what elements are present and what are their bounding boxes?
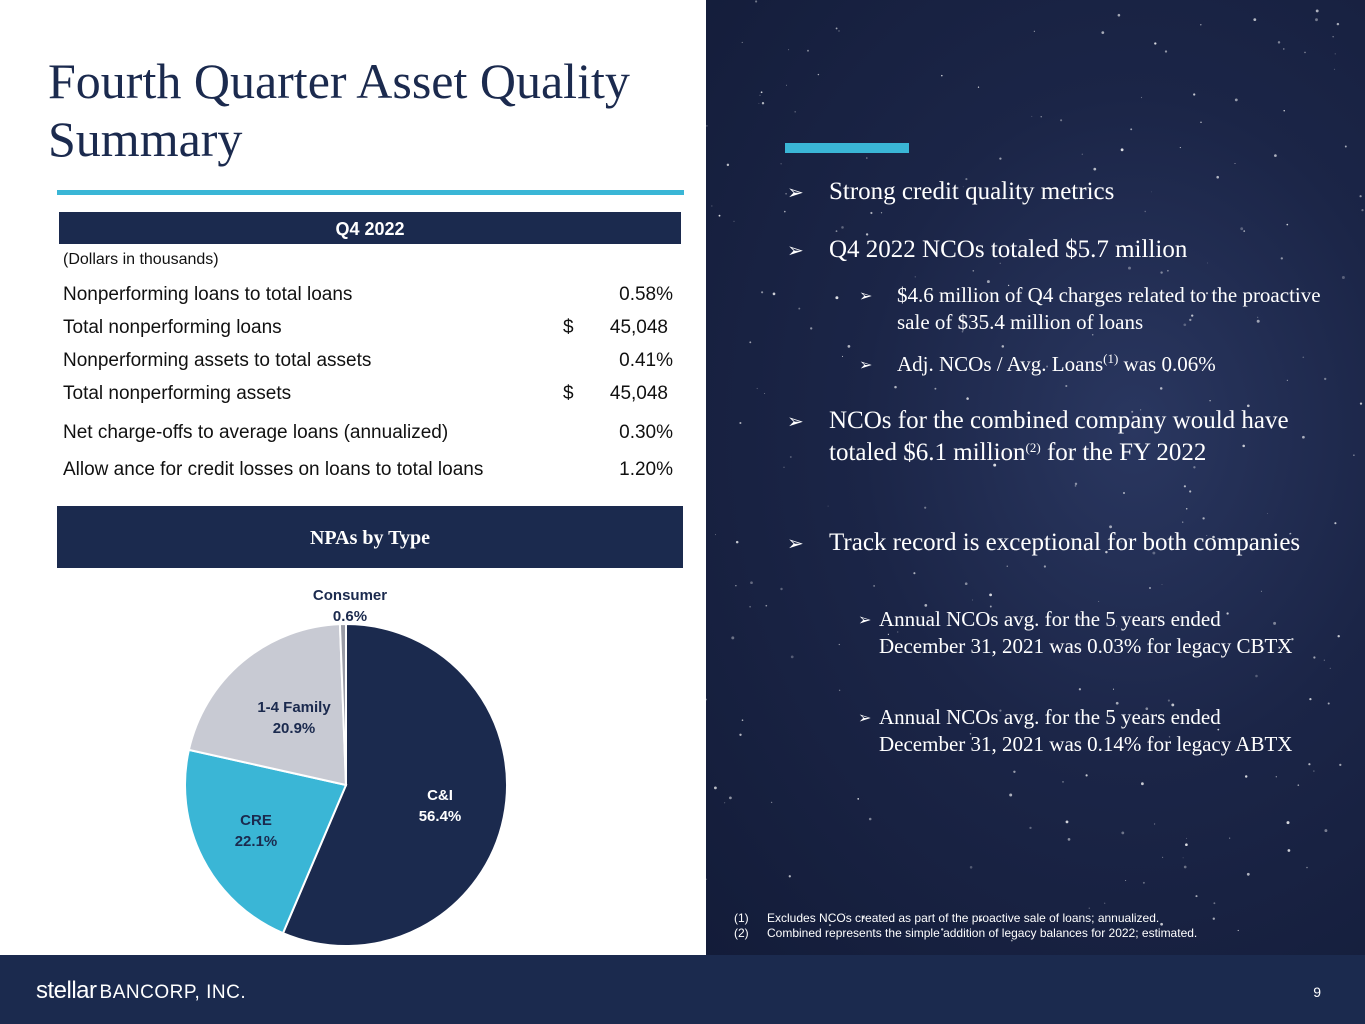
bullet-cbtx-ncos: ➢ Annual NCOs avg. for the 5 years ended December 31, 2021 was 0.03% for legacy CBTX [858,607,1293,658]
star [1143,882,1145,884]
star [731,636,734,639]
star [780,163,781,164]
star [773,293,776,296]
slice-label-c-i: C&I [427,787,453,804]
star [1240,227,1243,230]
star [1200,122,1202,124]
star [786,85,787,86]
star [810,327,812,329]
row-value: 0.41% [619,350,673,371]
star [1182,521,1183,522]
star [1330,668,1331,669]
star [915,276,916,277]
star [1287,821,1290,824]
star [1101,31,1104,34]
row-currency: $ [563,383,574,404]
bullet-track-record: ➢ Track record is exceptional for both companies [787,527,1332,559]
star [973,270,975,272]
star [1183,857,1184,858]
star [1149,587,1151,589]
star [818,74,819,75]
star [828,506,829,507]
star [841,226,844,229]
title-divider [57,190,684,195]
star [1154,42,1156,44]
star [1089,908,1090,909]
star [1324,829,1327,832]
star [1235,163,1236,164]
row-currency: $ [563,317,574,338]
star [1309,698,1311,700]
table-row [63,412,679,449]
star [972,600,973,601]
star [762,102,764,104]
star [870,212,872,214]
star [1353,455,1354,456]
star [706,125,708,127]
row-value: 45,048 [609,383,668,404]
star [1180,147,1181,148]
star [1079,688,1081,690]
chart-title-banner: NPAs by Type [57,506,683,568]
star [1193,93,1195,95]
slice-value-cre: 22.1% [234,833,278,850]
star [1184,485,1186,487]
star [761,91,763,93]
star [1121,148,1124,151]
star [1066,820,1069,823]
star [727,164,729,166]
star [1141,97,1142,98]
star [1002,345,1005,348]
accent-bar [785,143,909,153]
star [1283,110,1284,111]
star [1009,794,1012,797]
arrow-bullet-icon: ➢ [859,288,873,305]
star [749,341,751,343]
star [1160,271,1162,273]
star [1328,702,1330,704]
star [739,734,741,736]
star [706,879,707,880]
star [706,699,707,701]
star [1082,154,1083,155]
star [1308,763,1310,765]
star [1360,402,1362,404]
star [1093,168,1096,171]
star [1167,270,1169,272]
star [1065,385,1067,387]
arrow-bullet-icon: ➢ [858,612,872,629]
star [784,211,786,213]
units-note: (Dollars in thousands) [63,251,219,268]
starfield-panel: ➢ Strong credit quality metrics ➢ Q4 2022 NCOs totaled $5.7 million ➢ $4.6 million of Q4 charges related to the proactive sale of $35.4 million of loans ➢ Adj. NCOs / Avg. Loans$^{(1)}$ was 0.06% ➢ NCOs for the combined company would have totaled $6.1 million$^{(2)}$ for the FY 2022 ➢ Track record is exceptional for both companies ➢ Annual NCOs avg. for the 5 years ended December 31, 2021 was 0.03% for legacy CBTX ➢ Annual NCOs avg. for the 5 years ended December 31, 2021 was 0.14% for legacy ABTX (1) Excludes NCOs created as part of the proactive sale of loans; annualized. (2) Combined represents the simple addition of legacy balances for 2022; estimated. [706,0,1365,955]
star [1238,930,1239,931]
star [794,111,796,113]
star [836,27,838,29]
star [1044,565,1046,567]
star [1243,230,1245,232]
star [835,296,838,299]
star [1186,838,1187,839]
bullet-q4-charges: ➢ $4.6 million of Q4 charges related to the proactive sale of $35.4 million of loans [859,283,1321,334]
star [1121,831,1124,834]
star [784,467,785,468]
star [798,308,800,310]
star [1287,380,1288,381]
star [1313,771,1314,772]
star [1007,566,1008,567]
arrow-bullet-icon: ➢ [787,240,804,262]
star [1123,492,1125,494]
table-header: Q4 2022 [59,212,681,244]
star [791,656,794,659]
row-value: 0.58% [619,284,673,305]
table-row [63,449,679,486]
star [836,230,838,232]
star [760,95,761,96]
star [842,356,843,357]
star [881,212,882,213]
star [1195,895,1197,897]
arrow-bullet-icon: ➢ [787,182,804,204]
star [1031,116,1032,117]
star [711,206,712,207]
star [780,588,782,590]
star [1274,154,1277,157]
star [873,585,875,587]
footer-bar [0,955,1365,1024]
star [1145,211,1146,212]
star [894,386,897,389]
star [1229,838,1230,839]
star [1168,700,1170,702]
slice-value-1-4-family: 20.9% [272,720,316,737]
bullet-combined-ncos: ➢ NCOs for the combined company would have totaled $6.1 million$^{(2)}$ for the FY 2022 [787,407,1289,466]
star [848,345,851,348]
star [788,49,789,50]
star [1068,838,1071,841]
star [1316,9,1319,12]
star [1315,18,1318,21]
table-row [63,379,679,412]
star [1185,843,1188,846]
star [965,582,968,585]
slide-title: Fourth Quarter Asset Quality Summary [48,53,630,167]
star [755,0,757,2]
star [739,422,741,424]
arrow-bullet-icon: ➢ [787,533,804,555]
star [1165,50,1167,52]
star [714,787,717,790]
star [1141,782,1144,785]
arrow-bullet-icon: ➢ [787,411,804,433]
star [839,690,840,691]
bullet-adj-ncos: ➢ Adj. NCOs / Avg. Loans$^{(1)}$ was 0.06% [859,351,1339,378]
star [771,802,772,803]
table-row [63,280,679,313]
star [913,572,915,574]
star [765,605,767,607]
bullet-q4-ncos: ➢ Q4 2022 NCOs totaled $5.7 million [787,234,1347,266]
bullet-credit-quality: ➢ Strong credit quality metrics [787,176,1347,208]
logo-mark: stellar [36,977,97,1004]
star [742,42,743,43]
star [934,388,936,390]
npa-pie-chart [170,575,530,955]
star [1313,656,1315,658]
row-label: Total nonperforming loans [63,317,282,338]
star [1339,764,1341,766]
star [1130,128,1132,130]
star [1184,866,1187,869]
row-label: Allow ance for credit losses on loans to total loans [63,459,484,480]
slice-value-consumer: 0.6% [332,608,368,625]
bullet-abtx-ncos: ➢ Annual NCOs avg. for the 5 years ended December 31, 2021 was 0.14% for legacy ABTX [858,705,1293,756]
slice-value-c-i: 56.4% [418,808,462,825]
table-row [63,346,679,379]
star [1209,400,1210,401]
star [838,30,839,31]
logo-name: BANCORP, INC. [99,982,247,1003]
row-value: 1.20% [619,459,673,480]
star [1267,513,1268,514]
star [749,606,751,608]
star [1075,485,1077,487]
star [729,797,732,800]
star [1342,276,1345,279]
slice-label-consumer: Consumer [312,587,388,604]
star [1361,209,1363,211]
star [1334,69,1335,70]
star [1154,823,1155,824]
slice-label-1-4-family: 1-4 Family [257,699,331,716]
row-value: 0.30% [619,422,673,443]
star [1125,880,1126,881]
star [866,157,868,159]
star [1128,267,1131,270]
star [1200,24,1201,25]
star [1118,14,1121,17]
star [1333,36,1334,37]
star [1283,48,1284,49]
star [1113,689,1114,690]
star [1255,675,1258,678]
star [989,594,992,597]
star [1041,116,1042,117]
star [966,397,969,400]
star [1213,902,1215,904]
arrow-bullet-icon: ➢ [859,357,873,374]
star [1075,483,1077,485]
star [1288,849,1291,852]
star [1162,584,1163,585]
star [742,719,744,721]
star [1278,41,1280,43]
star [1261,591,1262,592]
star [1324,660,1325,661]
star [1337,635,1339,637]
table-row [63,313,679,346]
star [1306,867,1308,869]
star [1235,98,1238,101]
star [1062,781,1064,783]
star [1060,119,1062,121]
star [1213,918,1215,920]
star [1359,195,1361,197]
star [839,644,840,645]
star [715,534,716,535]
star [1189,490,1191,492]
star [1086,774,1088,776]
star [807,50,809,52]
star [1276,776,1277,777]
star [1298,784,1300,786]
star [1286,224,1288,226]
star [1098,601,1099,602]
star [735,585,736,586]
star [857,798,859,800]
arrow-bullet-icon: ➢ [858,710,872,727]
star [750,581,753,584]
row-label: Nonperforming loans to total loans [63,284,353,305]
star [1345,146,1347,148]
star [1247,873,1250,876]
page-number: 9 [1313,984,1321,1000]
star [978,87,979,88]
row-label: Net charge-offs to average loans (annualized) [63,422,449,443]
star [758,103,759,104]
star [1186,508,1188,510]
star [1304,52,1306,54]
metrics-table [63,280,679,486]
star [724,802,725,803]
star [733,221,734,222]
star [1337,23,1339,25]
row-value: 45,048 [609,317,668,338]
star [1034,31,1035,32]
star [761,291,763,293]
star [970,866,973,869]
slice-label-cre: CRE [240,812,272,829]
star [1029,827,1031,829]
star [757,388,758,389]
star [736,541,739,544]
star [1202,517,1204,519]
star [789,875,791,877]
star [1104,903,1105,904]
star [1013,771,1015,773]
star [719,215,721,217]
company-logo [36,977,246,1005]
star [1335,53,1336,54]
star [999,157,1001,159]
star [1245,775,1247,777]
star [1160,387,1163,390]
row-label: Total nonperforming assets [63,383,292,404]
star [764,393,765,394]
row-label: Nonperforming assets to total assets [63,350,372,371]
star [1162,857,1163,858]
star [941,75,943,77]
star [924,507,926,509]
star [1324,378,1326,380]
star [1253,18,1256,21]
star [869,818,872,821]
star [1334,522,1336,524]
